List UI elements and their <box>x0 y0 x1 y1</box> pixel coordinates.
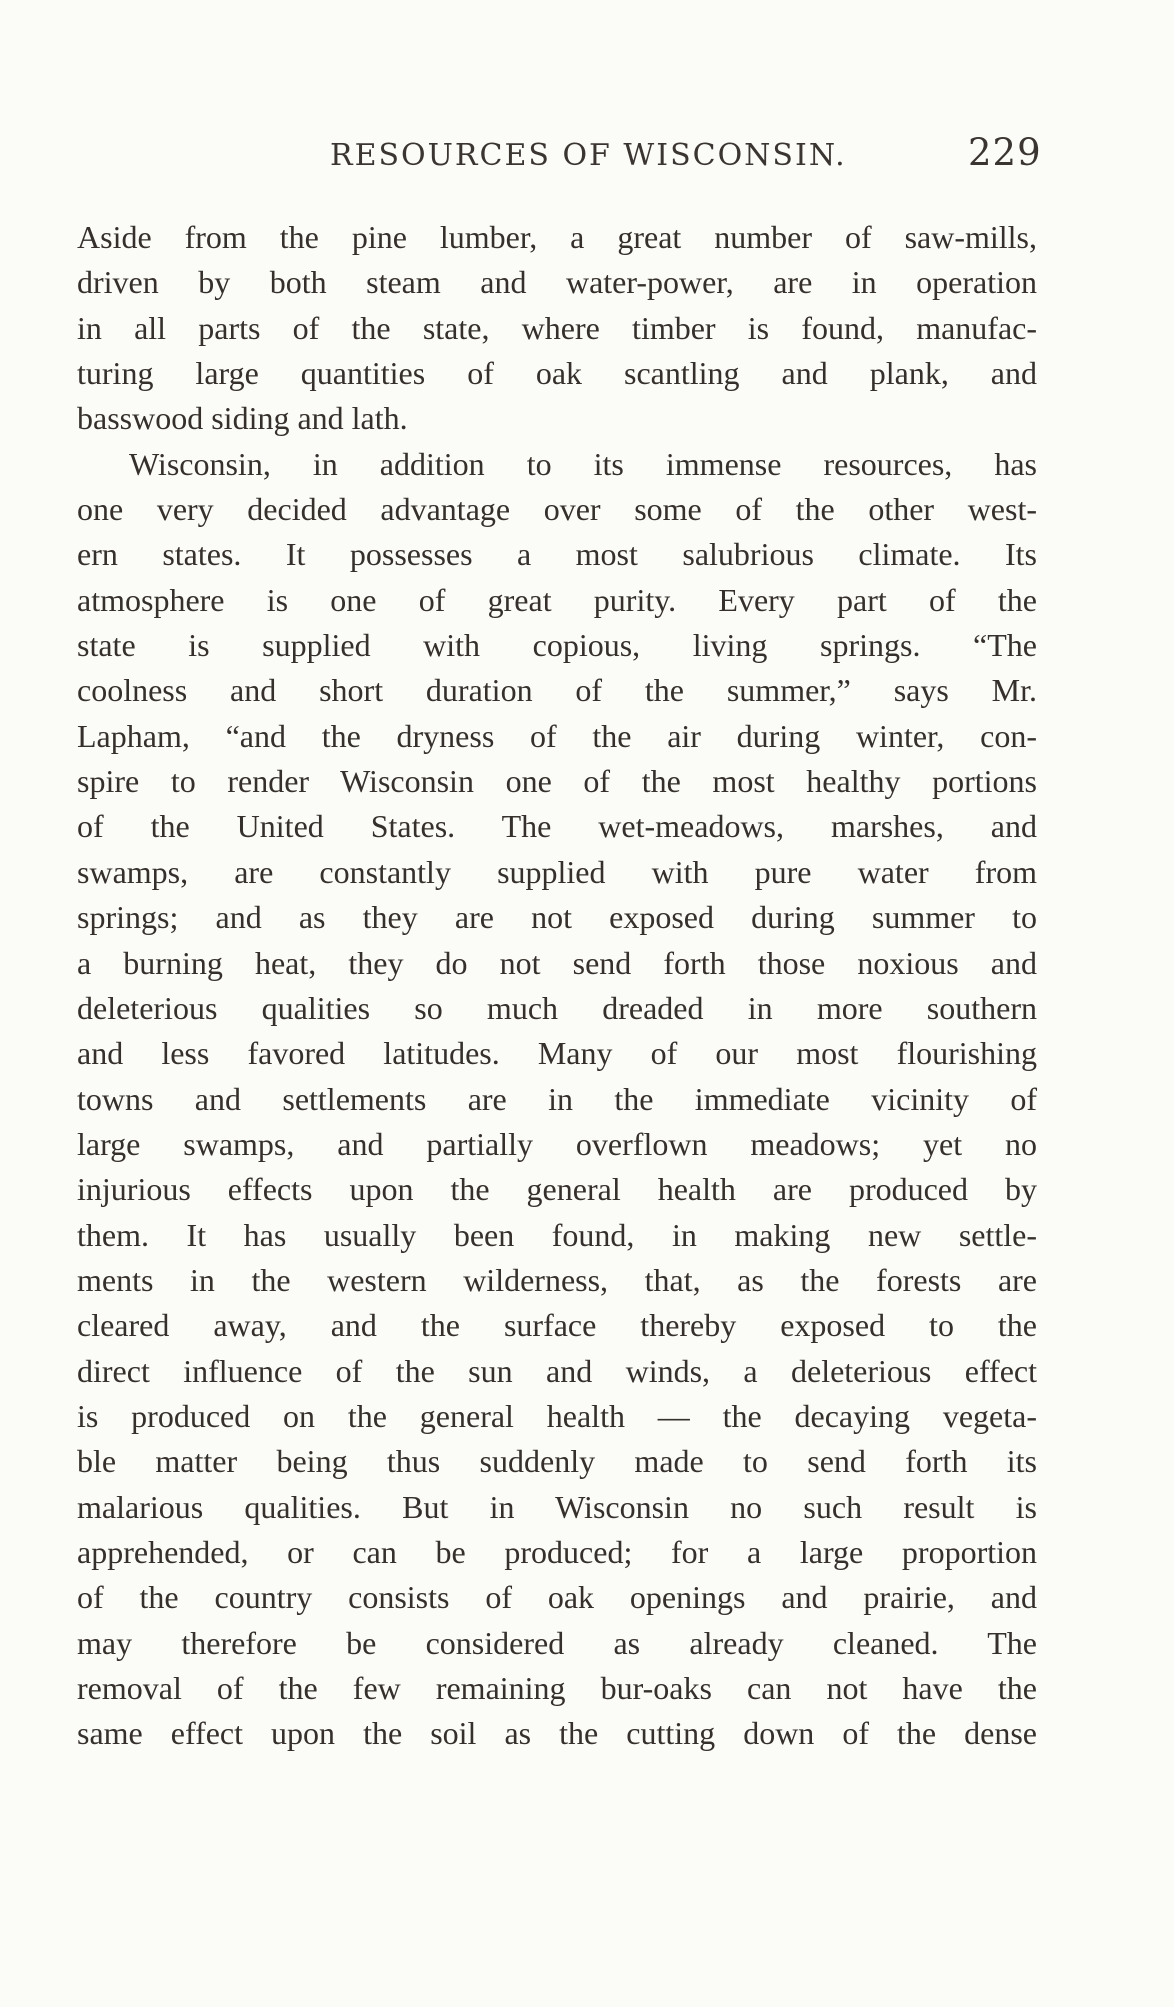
text-line: one very decided advantage over some of the other west- <box>77 491 1037 528</box>
text-line: in all parts of the state, where timber is found, manufac- <box>77 309 1037 346</box>
text-line: ments in the western wilderness, that, as the forests are <box>77 1261 1037 1298</box>
text-line: cleared away, and the surface thereby exposed to the <box>77 1307 1037 1344</box>
text-line: injurious effects upon the general health are produced by <box>77 1171 1037 1208</box>
page-number: 229 <box>968 131 1042 174</box>
text-line: apprehended, or can be produced; for a large proportion <box>77 1533 1037 1570</box>
text-line: ble matter being thus suddenly made to send forth its <box>77 1443 1037 1480</box>
text-line: ern states. It possesses a most salubrious climate. Its <box>77 536 1037 573</box>
running-head <box>0 131 1174 191</box>
text-line: deleterious qualities so much dreaded in more southern <box>77 989 1037 1026</box>
text-line: may therefore be considered as already cleaned. The <box>77 1624 1037 1661</box>
text-line: a burning heat, they do not send forth those noxious and <box>77 944 1037 981</box>
text-line: of the country consists of oak openings and prairie, and <box>77 1579 1037 1616</box>
text-line: same effect upon the soil as the cutting down of the dense <box>77 1715 1037 1752</box>
text-line: atmosphere is one of great purity. Every part of the <box>77 581 1037 618</box>
text-line: turing large quantities of oak scantling and plank, and <box>77 355 1037 392</box>
text-line: coolness and short duration of the summer,” says Mr. <box>77 672 1037 709</box>
text-line: malarious qualities. But in Wisconsin no such result is <box>77 1488 1037 1525</box>
text-line: basswood siding and lath. <box>77 400 408 437</box>
text-line: driven by both steam and water-power, are in operation <box>77 264 1037 301</box>
text-line: swamps, are constantly supplied with pure water from <box>77 853 1037 890</box>
text-line: towns and settlements are in the immediate vicinity of <box>77 1080 1037 1117</box>
text-line: Lapham, “and the dryness of the air during winter, con- <box>77 717 1037 754</box>
text-line: of the United States. The wet-meadows, marshes, and <box>77 808 1037 845</box>
text-line: and less favored latitudes. Many of our most flourishing <box>77 1035 1037 1072</box>
text-line: Aside from the pine lumber, a great number of saw-mills, <box>77 219 1037 255</box>
text-line: large swamps, and partially overflown meadows; yet no <box>77 1125 1037 1162</box>
text-line: springs; and as they are not exposed during summer to <box>77 899 1037 936</box>
text-line: them. It has usually been found, in making new settle- <box>77 1216 1037 1253</box>
text-line: Wisconsin, in addition to its immense resources, has <box>129 445 1037 482</box>
body-text <box>77 215 1037 1757</box>
text-line: state is supplied with copious, living springs. “The <box>77 627 1037 664</box>
running-title: RESOURCES OF WISCONSIN. <box>330 138 847 173</box>
text-line: is produced on the general health — the decaying vegeta- <box>77 1397 1037 1434</box>
text-line: direct influence of the sun and winds, a deleterious effect <box>77 1352 1037 1389</box>
text-line: removal of the few remaining bur-oaks can not have the <box>77 1670 1037 1706</box>
text-line: spire to render Wisconsin one of the most healthy portions <box>77 763 1037 800</box>
